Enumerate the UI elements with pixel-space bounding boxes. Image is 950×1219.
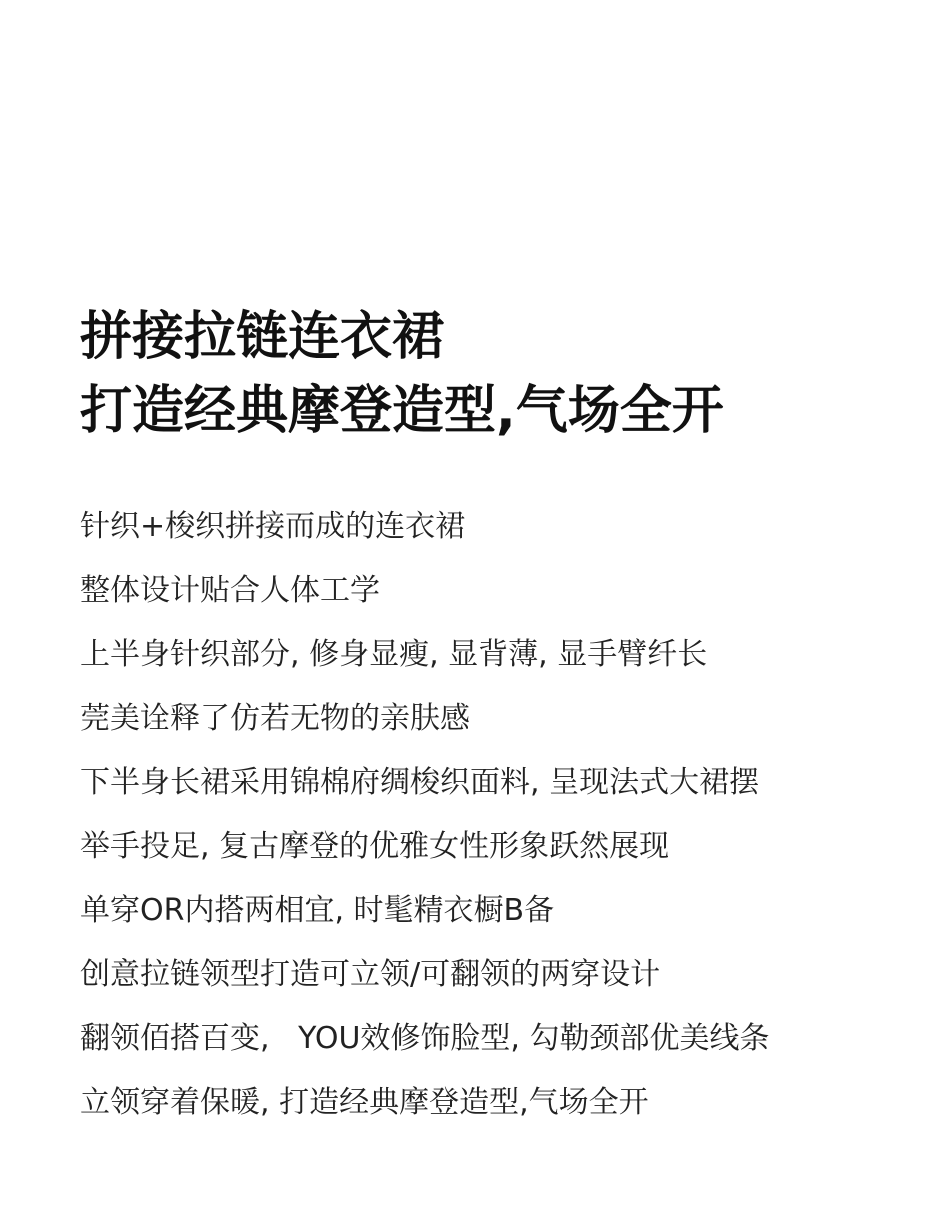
- body-line: 整体设计贴合人体工学: [80, 573, 380, 608]
- product-description: [80, 300, 900, 1135]
- body-text: [80, 495, 900, 1135]
- body-line: 下半身长裙采用锦棉府绸梭织面料, 呈现法式大裙摆: [80, 765, 760, 800]
- body-line: 举手投足, 复古摩登的优雅女性形象跃然展现: [80, 829, 670, 864]
- body-line: 立领穿着保暖, 打造经典摩登造型,气场全开: [80, 1085, 649, 1120]
- headline-line-1: 拼接拉链连衣裙: [80, 307, 445, 367]
- body-line: 翻领佰搭百变, YOU效修饰脸型, 勾勒颈部优美线条: [80, 1021, 770, 1056]
- headline-line-2: 打造经典摩登造型,气场全开: [80, 381, 724, 441]
- body-line: 单穿OR内搭两相宜, 时髦精衣橱B备: [80, 893, 555, 928]
- body-line: 创意拉链领型打造可立领/可翻领的两穿设计: [80, 957, 661, 992]
- body-line: 莞美诠释了仿若无物的亲肤感: [80, 701, 470, 736]
- body-line: 上半身针织部分, 修身显瘦, 显背薄, 显手臂纤长: [80, 637, 708, 672]
- headline: [80, 300, 900, 448]
- body-line: 针织+梭织拼接而成的连衣裙: [80, 509, 466, 544]
